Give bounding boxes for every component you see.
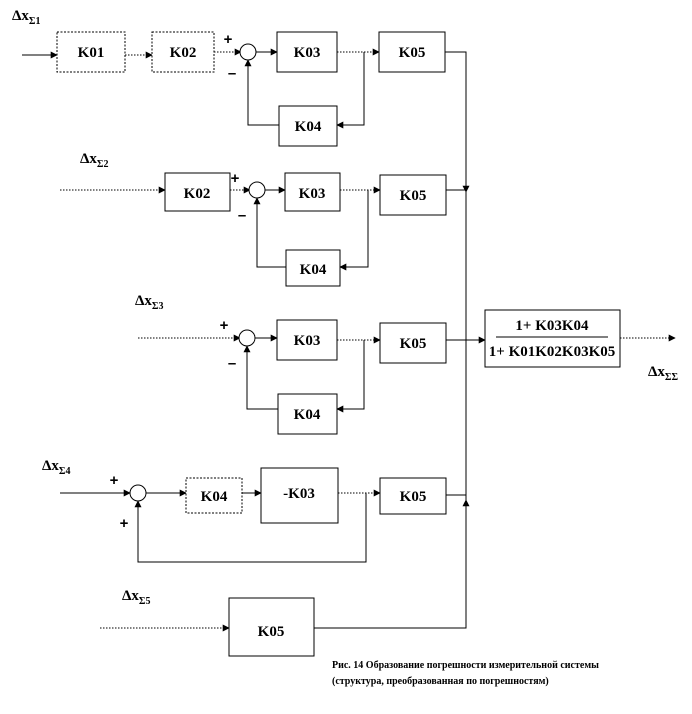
sum4-plus-sign-bottom: + bbox=[119, 515, 129, 532]
sum3-minus-sign: – bbox=[227, 355, 237, 372]
block-k02-label: K02 bbox=[183, 186, 211, 202]
sum1-minus-sign: – bbox=[227, 65, 237, 82]
summing-junction-2 bbox=[249, 182, 265, 198]
figure-caption: Рис. 14 Образование погрешности измерительной системы (структура, преобразованная по погрешностям) bbox=[332, 660, 599, 687]
summing-junction-4 bbox=[130, 485, 146, 501]
block-k03-label: K03 bbox=[298, 186, 326, 202]
block-k05-label: K05 bbox=[399, 188, 427, 204]
block-neg-k03-label: -K03 bbox=[283, 486, 315, 502]
summing-junction-3 bbox=[239, 330, 255, 346]
sum1-plus-sign: + bbox=[223, 31, 233, 48]
feedback-to-sum3 bbox=[247, 346, 278, 409]
block-k05-label: K05 bbox=[399, 336, 427, 352]
feedback-to-k04-row3 bbox=[337, 340, 364, 409]
feedback-to-k04-row2 bbox=[340, 190, 368, 267]
feedback-to-sum2 bbox=[257, 198, 286, 267]
output-section bbox=[466, 192, 678, 500]
sum2-minus-sign: – bbox=[237, 207, 247, 224]
block-k04-label: K04 bbox=[200, 489, 228, 505]
summing-junction-1 bbox=[240, 44, 256, 60]
block-k03-label: K03 bbox=[293, 45, 321, 61]
sum3-plus-sign: + bbox=[219, 317, 229, 334]
block-k05-label: K05 bbox=[257, 624, 285, 640]
block-k03-label: K03 bbox=[293, 333, 321, 349]
input-2-label: $\Delta x_{\Sigma 2}$ bbox=[80, 151, 109, 170]
input-3-label: $\Delta x_{\Sigma 3}$ bbox=[135, 293, 164, 312]
block-k02-label: K02 bbox=[169, 45, 197, 61]
sum2-plus-sign: + bbox=[230, 170, 240, 187]
feedback-to-sum1 bbox=[248, 60, 279, 125]
transfer-denominator: 1+ K01K02K03K05 bbox=[488, 344, 616, 360]
feedback-to-k04-row1 bbox=[337, 52, 364, 125]
block-k05-label: K05 bbox=[398, 45, 426, 61]
input-5-label: $\Delta x_{\Sigma 5}$ bbox=[122, 588, 151, 607]
block-k04-label: K04 bbox=[293, 407, 321, 423]
row-4 bbox=[42, 458, 466, 562]
output-label: $\Delta x_{\Sigma\Sigma}$ bbox=[648, 364, 678, 383]
transfer-numerator: 1+ K03K04 bbox=[515, 318, 589, 334]
row-2 bbox=[60, 151, 466, 286]
input-1-label: $\Delta x_{\Sigma 1}$ bbox=[12, 8, 41, 27]
block-k04-label: K04 bbox=[294, 119, 322, 135]
input-4-label: $\Delta x_{\Sigma 4}$ bbox=[42, 458, 71, 477]
row-3 bbox=[135, 293, 466, 434]
sum4-plus-sign-top: + bbox=[109, 472, 119, 489]
block-k01-label: K01 bbox=[77, 45, 105, 61]
block-k05-label: K05 bbox=[399, 489, 427, 505]
wire-k05-bus bbox=[445, 52, 466, 192]
block-k04-label: K04 bbox=[299, 262, 327, 278]
